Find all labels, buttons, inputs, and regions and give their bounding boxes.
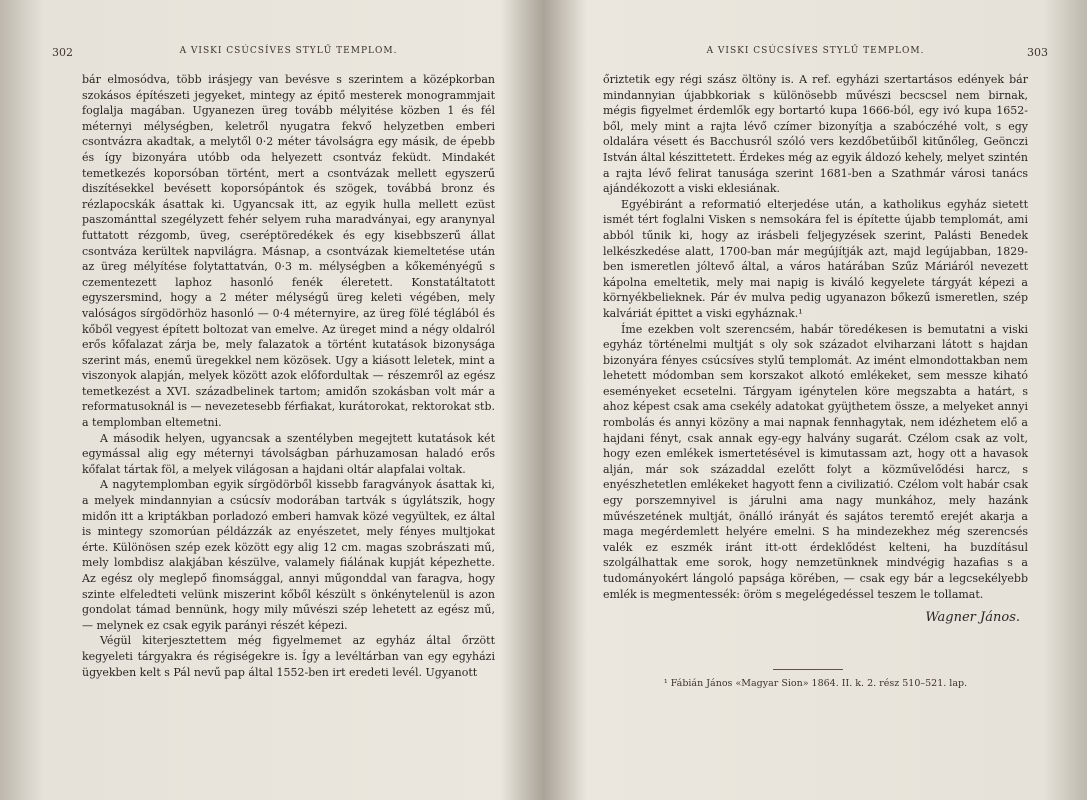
footnote-rule [773, 669, 843, 670]
paragraph: Egyébiránt a reformatió elterjedése után, a katholikus egyház sietett ismét tért foglalni Visken s nemsokára fel is építette újabb templomát, ami abból tűnik ki, hogy az irásbeli feljegyzések szerint, Palásti Benedek lelkészkedése alatt, 1700-ban már megújítják azt, majd legújabban, 1829-ben ismeretlen jóltevő által, a város határában Szűz Máriáról nevezett kápolna emeltetik, mely mai napig is kiváló kegyelete tárgyát képezi a környékbelieknek. Pár év mulva pedig ugyanazon bőkezű ismeretlen, szép kalváriát épittet a viski egyháznak.¹ [603, 197, 1028, 320]
running-head: A VISKI CSÚCSÍVES STYLŰ TEMPLOM. [179, 46, 398, 56]
paragraph: A nagytemplomban egyik sírgödörből kissebb faragványok ásattak ki, a melyek mindannyian a csúcsív modorában tartvák s úgylátszik, hogy midőn itt a kriptákban porladozó emberi hamvak közé vegyültek, ez által is mintegy szomorúan példázzák az enyészetet, mely fényes multjokat érte. Különösen szép ezek között egy alig 12 cm. magas szobrászati mű, mely lombdisz alakjában készülve, valamely fiálának kupját képezhette. Az egész oly meglepő finomsággal, annyi műgonddal van faragva, hogy szinte elfeledteti velünk miszerint kőből készült s önkénytelenül is azon gondolat támad bennünk, hogy mily művészi szép lehetett az egész mű, — melynek ez csak egyik parányi részét képezi. [82, 478, 495, 632]
paragraph: őriztetik egy régi szász öltöny is. A ref. egyházi szertartásos edények bár mindannyian újabbkoriak s különösebb művészi becscsel nem birnak, mégis figyelmet érdemlők egy bortartó kupa 1666-ból, egy ivó kupa 1652-ből, mely mint a rajta lévő czímer bizonyítja a szabóczéhé volt, s egy oldalára vésett és Bacchusról szóló vers kezdőbetűiből kitűnőleg, Geönczi István által készittetett. Érdekes még az egyik áldozó kehely, melyet szintén a rajta lévő felirat tanusága szerint 1681-ben a Szathmár városi tanács ajándékozott a viski eklesiának. [603, 73, 1028, 196]
page-number: 302 [52, 46, 73, 59]
paragraph: Végül kiterjesztettem még figyelmemet az egyház által őrzött kegyeleti tárgyakra és régiségekre is. Így a levéltárban van egy egyházi ügyekben kelt s Pál nevű pap által 1552-ben irt eredeti levél. Ugyanott [82, 634, 495, 679]
footnote: ¹ Fábián János «Magyar Sion» 1864. II. k. 2. rész 510–521. lap. [663, 678, 968, 690]
running-head: A VISKI CSÚCSÍVES STYLŰ TEMPLOM. [706, 46, 925, 56]
page-number: 303 [1027, 46, 1048, 59]
paragraph: A második helyen, ugyancsak a szentélyben megejtett kutatások két egymással alig egy méternyi távolságban párhuzamosan haladó erős kőfalat tártak föl, a melyek világosan a hajdani oltár alapfalai voltak. [82, 431, 495, 476]
paragraph: bár elmosódva, több irásjegy van bevésve s szerintem a középkorban szokásos építészeti jegyeket, mintegy az épitő mesterek monogrammjait foglalja magában. Ugyanezen üreg tovább mélyitése közben 1 és fél méternyi mélységben, keletről nyugatra fekvő helyzetben emberi csontvázra akadtak, a melytől 0·2 méter távolságra egy másik, de épebb és így bizonyára utóbb oda helyezett csontváz feküdt. Mindakét temetkezés koporsóban történt, mert a csontvázak mellett egyszerű diszítésekkel bevésett koporsópántok és szögek, továbbá bronz és rézlapocskák ásattak ki. Ugyancsak itt, az egyik hulla mellett ezüst paszománttal szegélyzett fehér selyem ruha maradványai, egy aranynyal futtatott rézgomb, üveg, cseréptöredékek és egy kisebbszerű állat csontváza kerültek napvilágra. Másnap, a csontvázak kiemeltetése után az üreg mélyítése folytattatván, 0·3 m. mélységben a kőkeményégű s czementezett laphoz hasonló fenék éleretett. Konstatáltatott egyszersmind, hogy a 2 méter mélységű üreg keleti végében, mely valóságos sírgödörhöz hasonló — 0·4 méternyire, az üreg fölé téglából és kőből vegyest épített boltozat van emelve. Az üreget mind a négy oldalról erős kőfalazat zárja be, mely falazatok a történt kutatások bizonysága szerint más, enemű üregekkel nem közösek. Ugy a kiásott leletek, mint a viszonyok alapján, melyek között azok előfordultak — részemről az egész temetkezést a XVI. századbelinek tartom; amidőn szokásban volt már a reformatusoknál is — nevezetesebb férfiakat, kurátorokat, rektorokat stb. a templomban eltemetni. [82, 73, 495, 430]
left-page-header [52, 46, 495, 64]
right-page [543, 0, 1086, 800]
left-page-body [82, 72, 495, 680]
right-page-header [603, 46, 1048, 64]
right-page-body [603, 72, 1028, 689]
paragraph: Íme ezekben volt szerencsém, habár töredékesen is bemutatni a viski egyház történelmi multját s oly sok századot elviharzani látott s hajdan bizonyára fényes csúcsíves stylű templomát. Az imént elmondottakban nem lehetett módomban sem korszakot alkotó emlékeket, sem messze kiható eseményeket ecsetelni. Tárgyam igénytelen köre megszabta a határt, s ahoz képest csak ama csekély adatokat gyüjthetem össze, a melyeket annyi rombolás és annyi közöny a mai napnak fennhagytak, nem idézhetem elő a hajdani fényt, csak annak egy-egy halvány sugarát. Czélom csak az volt, hogy ezen emlékek ismertetésével is kimutassam azt, hogy ott a havasok alján, már sok századdal ezelőtt folyt a közművelődési harcz, s enyészhetetlen emlékeket hagyott fenn a civilizatió. Czélom volt habár csak egy porszemnyivel is járulni ama nagy munkához, mely hazánk művészetének multját, önálló irányát és sajátos teremtő erejét akarja a maga megérdemlett helyére emelni. S ha mindezekhez még szerencsés valék ez eszmék iránt itt-ott érdeklődést kelteni, ha buzdításul szolgálhattak eme sorok, hogy nemzetünknek mindvégig hazafias s a tudományokért lángoló papsága körében, — csak egy bár a legcsekélyebb emlék is megmentessék: öröm s megelégedéssel teszem le tollamat. [603, 322, 1028, 601]
left-page [0, 0, 543, 800]
author-signature: Wagner János. [925, 610, 1020, 626]
